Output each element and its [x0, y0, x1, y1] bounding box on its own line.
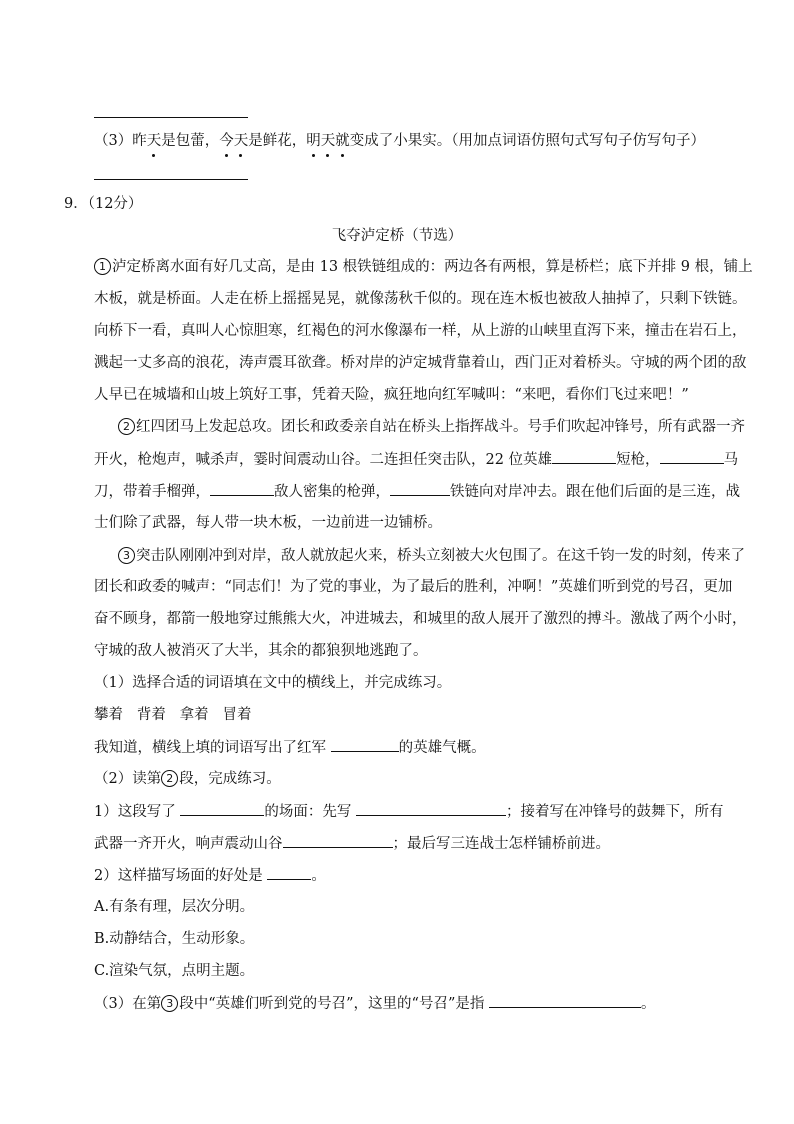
emphasis-dot-word: 就 — [335, 133, 350, 149]
emphasis-dot-word: 天 — [320, 133, 336, 149]
paragraph-number-badge: 2 — [118, 418, 135, 435]
emphasis-dot-word: 天 — [146, 133, 162, 149]
answer-blank-sound[interactable] — [283, 833, 393, 848]
word-choice: 拿着 — [179, 707, 209, 723]
paragraph-3-line-3: 奋不顾身，都箭一般地穿过熊熊大火，冲进城去，和城里的敌人展开了激烈的搏斗。激战了两个小时， — [94, 611, 747, 627]
question-9-number: 9．（12分） — [64, 196, 143, 212]
word-choice: 攀着 — [94, 707, 123, 723]
question-8-3: （3）昨天是包蕾，今天是鲜花，明天就变成了小果实。（用加点词语仿照句式写句子仿写句子） — [94, 133, 705, 149]
word-choices — [94, 705, 251, 725]
answer-blank-call[interactable] — [489, 993, 641, 1008]
sub-question-3: （3）在第 3 段中“英雄们听到党的号召”，这里的“号召”是指 。 — [94, 993, 656, 1014]
emphasis-dot-word: 明 — [306, 133, 321, 149]
paragraph-3-line-4: 守城的敌人被消灭了大半，其余的都狼狈地逃跑了。 — [94, 643, 428, 659]
word-choice: 背着 — [136, 707, 166, 723]
paragraph-number-badge: 1 — [94, 258, 111, 275]
sub-question-2-item-1: 1）这段写了 的场面：先写 ；接着写在冲锋号的鼓舞下，所有 — [94, 801, 723, 822]
option-c[interactable]: C.渲染气氛，点明主题。 — [94, 963, 255, 979]
paragraph-3-line-1: 3 突击队刚刚冲到对岸，敌人就放起火来，桥头立刻被大火包围了。在这千钧一发的时刻，传来了 — [118, 546, 745, 566]
paragraph-1-line-3: 向桥下一看，真叫人心惊胆寒，红褐色的河水像瀑布一样，从上游的山峡里直泻下来，撞击在岩石上， — [94, 323, 747, 339]
sub-question-1-answer: 我知道，横线上填的词语写出了红军 的英雄气概。 — [94, 737, 486, 758]
fill-blank-3[interactable] — [210, 481, 274, 496]
answer-blank-heroic[interactable] — [331, 737, 399, 752]
paragraph-1-line-4: 溅起一丈多高的浪花，涛声震耳欲聋。桥对岸的泸定城背靠着山，西门正对着桥头。守城的两个团的敌 — [94, 355, 747, 371]
option-b[interactable]: B.动静结合，生动形象。 — [94, 931, 255, 947]
emphasis-dot-word: 天 — [233, 133, 249, 149]
paragraph-number-badge: 2 — [161, 770, 178, 787]
sub-question-1-prompt: （1）选择合适的词语填在文中的横线上，并完成练习。 — [94, 675, 452, 691]
fill-blank-1[interactable] — [552, 449, 616, 464]
answer-line-q8-3[interactable] — [94, 179, 248, 180]
fill-blank-4[interactable] — [390, 481, 450, 496]
paragraph-2-line-4: 士们除了武器，每人带一块木板，一边前进一边铺桥。 — [94, 515, 442, 531]
word-choice: 冒着 — [222, 707, 252, 723]
answer-blank-scene[interactable] — [180, 801, 264, 816]
paragraph-1-line-2: 木板，就是桥面。人走在桥上摇摇晃晃，就像荡秋千似的。现在连木板也被敌人抽掉了，只剩下铁链。 — [94, 291, 747, 307]
paragraph-1-line-1: 1 泸定桥离水面有好几丈高，是由 13 根铁链组成的：两边各有两根，算是桥栏；底下并排 9 根，铺上 — [94, 257, 753, 277]
sub-question-2-item-2: 2）这样描写场面的好处是 。 — [94, 865, 326, 886]
sub-question-2-prompt: （2）读第 2 段，完成练习。 — [94, 771, 281, 787]
paragraph-2-line-2: 开火，枪炮声，喊杀声，霎时间震动山谷。二连担任突击队，22 位英雄 短枪， 马 — [94, 449, 738, 470]
answer-blank-benefit[interactable] — [267, 865, 311, 880]
paragraph-1-line-5: 人早已在城墙和山坡上筑好工事，凭着天险，疯狂地向红军喊叫：“来吧，看你们飞过来吧！” — [94, 387, 689, 403]
answer-blank-first[interactable] — [356, 801, 506, 816]
paragraph-2-line-1: 2 红四团马上发起总攻。团长和政委亲自站在桥头上指挥战斗。号手们吹起冲锋号，所有武器一齐 — [118, 417, 745, 437]
emphasis-dot-word: 今 — [219, 133, 234, 149]
paragraph-number-badge: 3 — [161, 995, 178, 1012]
sub-question-2-item-1-cont: 武器一齐开火，响声震动山谷 ；最后写三连战士怎样铺桥前进。 — [94, 833, 610, 854]
paragraph-number-badge: 3 — [118, 547, 135, 564]
fill-blank-2[interactable] — [660, 449, 724, 464]
passage-title: 飞夺泸定桥（节选） — [331, 228, 463, 244]
answer-line-top[interactable] — [94, 117, 248, 118]
paragraph-3-line-2: 团长和政委的喊声：“同志们！为了党的事业，为了最后的胜利，冲啊！”英雄们听到党的号召，更加 — [94, 579, 733, 595]
option-a[interactable]: A.有条有理，层次分明。 — [94, 899, 255, 915]
paragraph-2-line-3: 刀，带着手榴弹， 敌人密集的枪弹， 铁链向对岸冲去。跟在他们后面的是三连，战 — [94, 481, 740, 502]
